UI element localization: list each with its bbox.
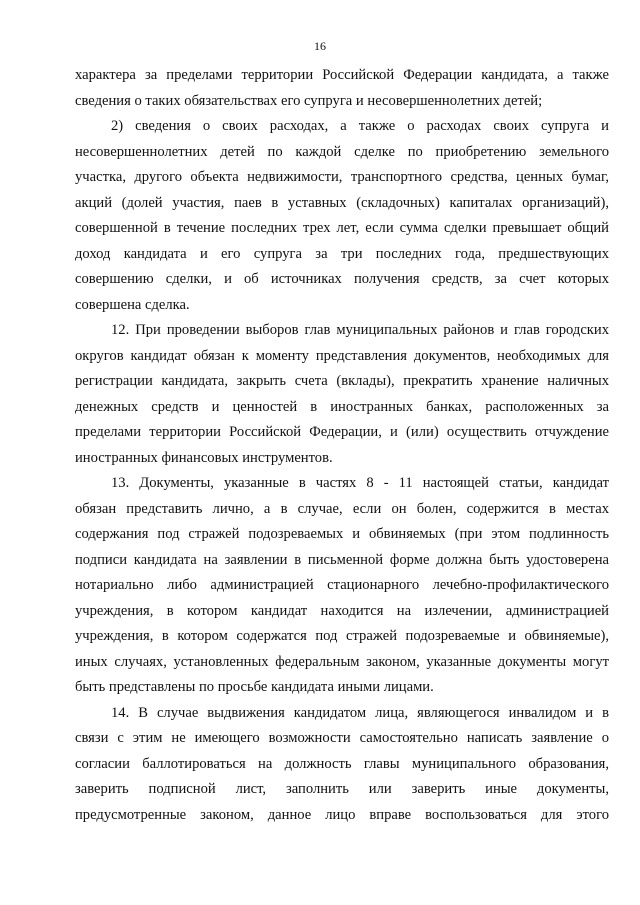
- text-line: совершенной в течение последних трех лет, если сумма сделки превышает общий: [75, 220, 609, 236]
- paragraph-12: [75, 318, 609, 471]
- text-line: регистрации кандидата, закрыть счета (вклады), прекратить хранение наличных: [75, 373, 609, 389]
- text-line: совершению сделки, и об источниках получения средств, за счет которых: [75, 271, 609, 287]
- text-line: доход кандидата и его супруга за три последних года, предшествующих: [75, 245, 609, 262]
- text-line: учреждения, в котором кандидат находится на излечении, администрацией: [75, 602, 609, 619]
- text-line: иностранных финансовых инструментов.: [75, 449, 333, 466]
- text-line: денежных средств и ценностей в иностранных банках, расположенных за: [75, 398, 609, 415]
- paragraph-14: [75, 701, 609, 829]
- text-line: совершена сделка.: [75, 296, 190, 313]
- text-line: иных случаях, установленных федеральным законом, указанные документы могут: [75, 653, 609, 670]
- text-line: несовершеннолетних детей по каждой сделке по приобретению земельного: [75, 143, 609, 160]
- text-line: характера за пределами территории Российской Федерации кандидата, а также: [75, 67, 609, 83]
- paragraph-item-2: [75, 114, 609, 318]
- text-line: предусмотренные законом, данное лицо вправе воспользоваться для этого: [75, 806, 609, 823]
- text-line: участка, другого объекта недвижимости, транспортного средства, ценных бумаг,: [75, 169, 609, 185]
- text-line: 14. В случае выдвижения кандидатом лица, являющегося инвалидом и в: [111, 704, 609, 721]
- text-line: подписи кандидата на заявлении в письменной форме должна быть удостоверена: [75, 551, 609, 568]
- text-line: обязан представить лично, а в случае, если он болен, содержится в местах: [75, 500, 609, 517]
- text-line: 2) сведения о своих расходах, а также о расходах своих супруга и: [111, 118, 609, 134]
- page-number: 16: [314, 39, 326, 53]
- text-line: связи с этим не имеющего возможности самостоятельно написать заявление о: [75, 730, 609, 746]
- text-line: округов кандидат обязан к моменту представления документов, необходимых для: [75, 347, 609, 364]
- paragraph-13: [75, 471, 609, 701]
- text-line: быть представлены по просьбе кандидата иными лицами.: [75, 679, 434, 695]
- text-line: сведения о таких обязательствах его супруга и несовершеннолетних детей;: [75, 92, 543, 109]
- text-line: согласии баллотироваться на должность главы муниципального образования,: [75, 755, 609, 772]
- text-line: 13. Документы, указанные в частях 8 - 11 настоящей статьи, кандидат: [111, 475, 609, 491]
- text-line: учреждения, в котором содержатся под стражей подозреваемые и обвиняемые),: [75, 628, 609, 644]
- text-line: содержания под стражей подозреваемых и обвиняемых (при этом подлинность: [75, 526, 609, 542]
- text-line: пределами территории Российской Федерации, и (или) осуществить отчуждение: [75, 424, 609, 440]
- text-line: заверить подписной лист, заполнить или заверить иные документы,: [75, 781, 609, 797]
- text-line: 12. При проведении выборов глав муниципальных районов и глав городских: [111, 322, 609, 338]
- text-line: акций (долей участия, паев в уставных (складочных) капиталах организаций),: [75, 194, 609, 211]
- paragraph-continuation: [75, 63, 609, 114]
- text-line: нотариально либо администрацией стационарного лечебно-профилактического: [75, 577, 609, 593]
- document-body: [75, 63, 609, 828]
